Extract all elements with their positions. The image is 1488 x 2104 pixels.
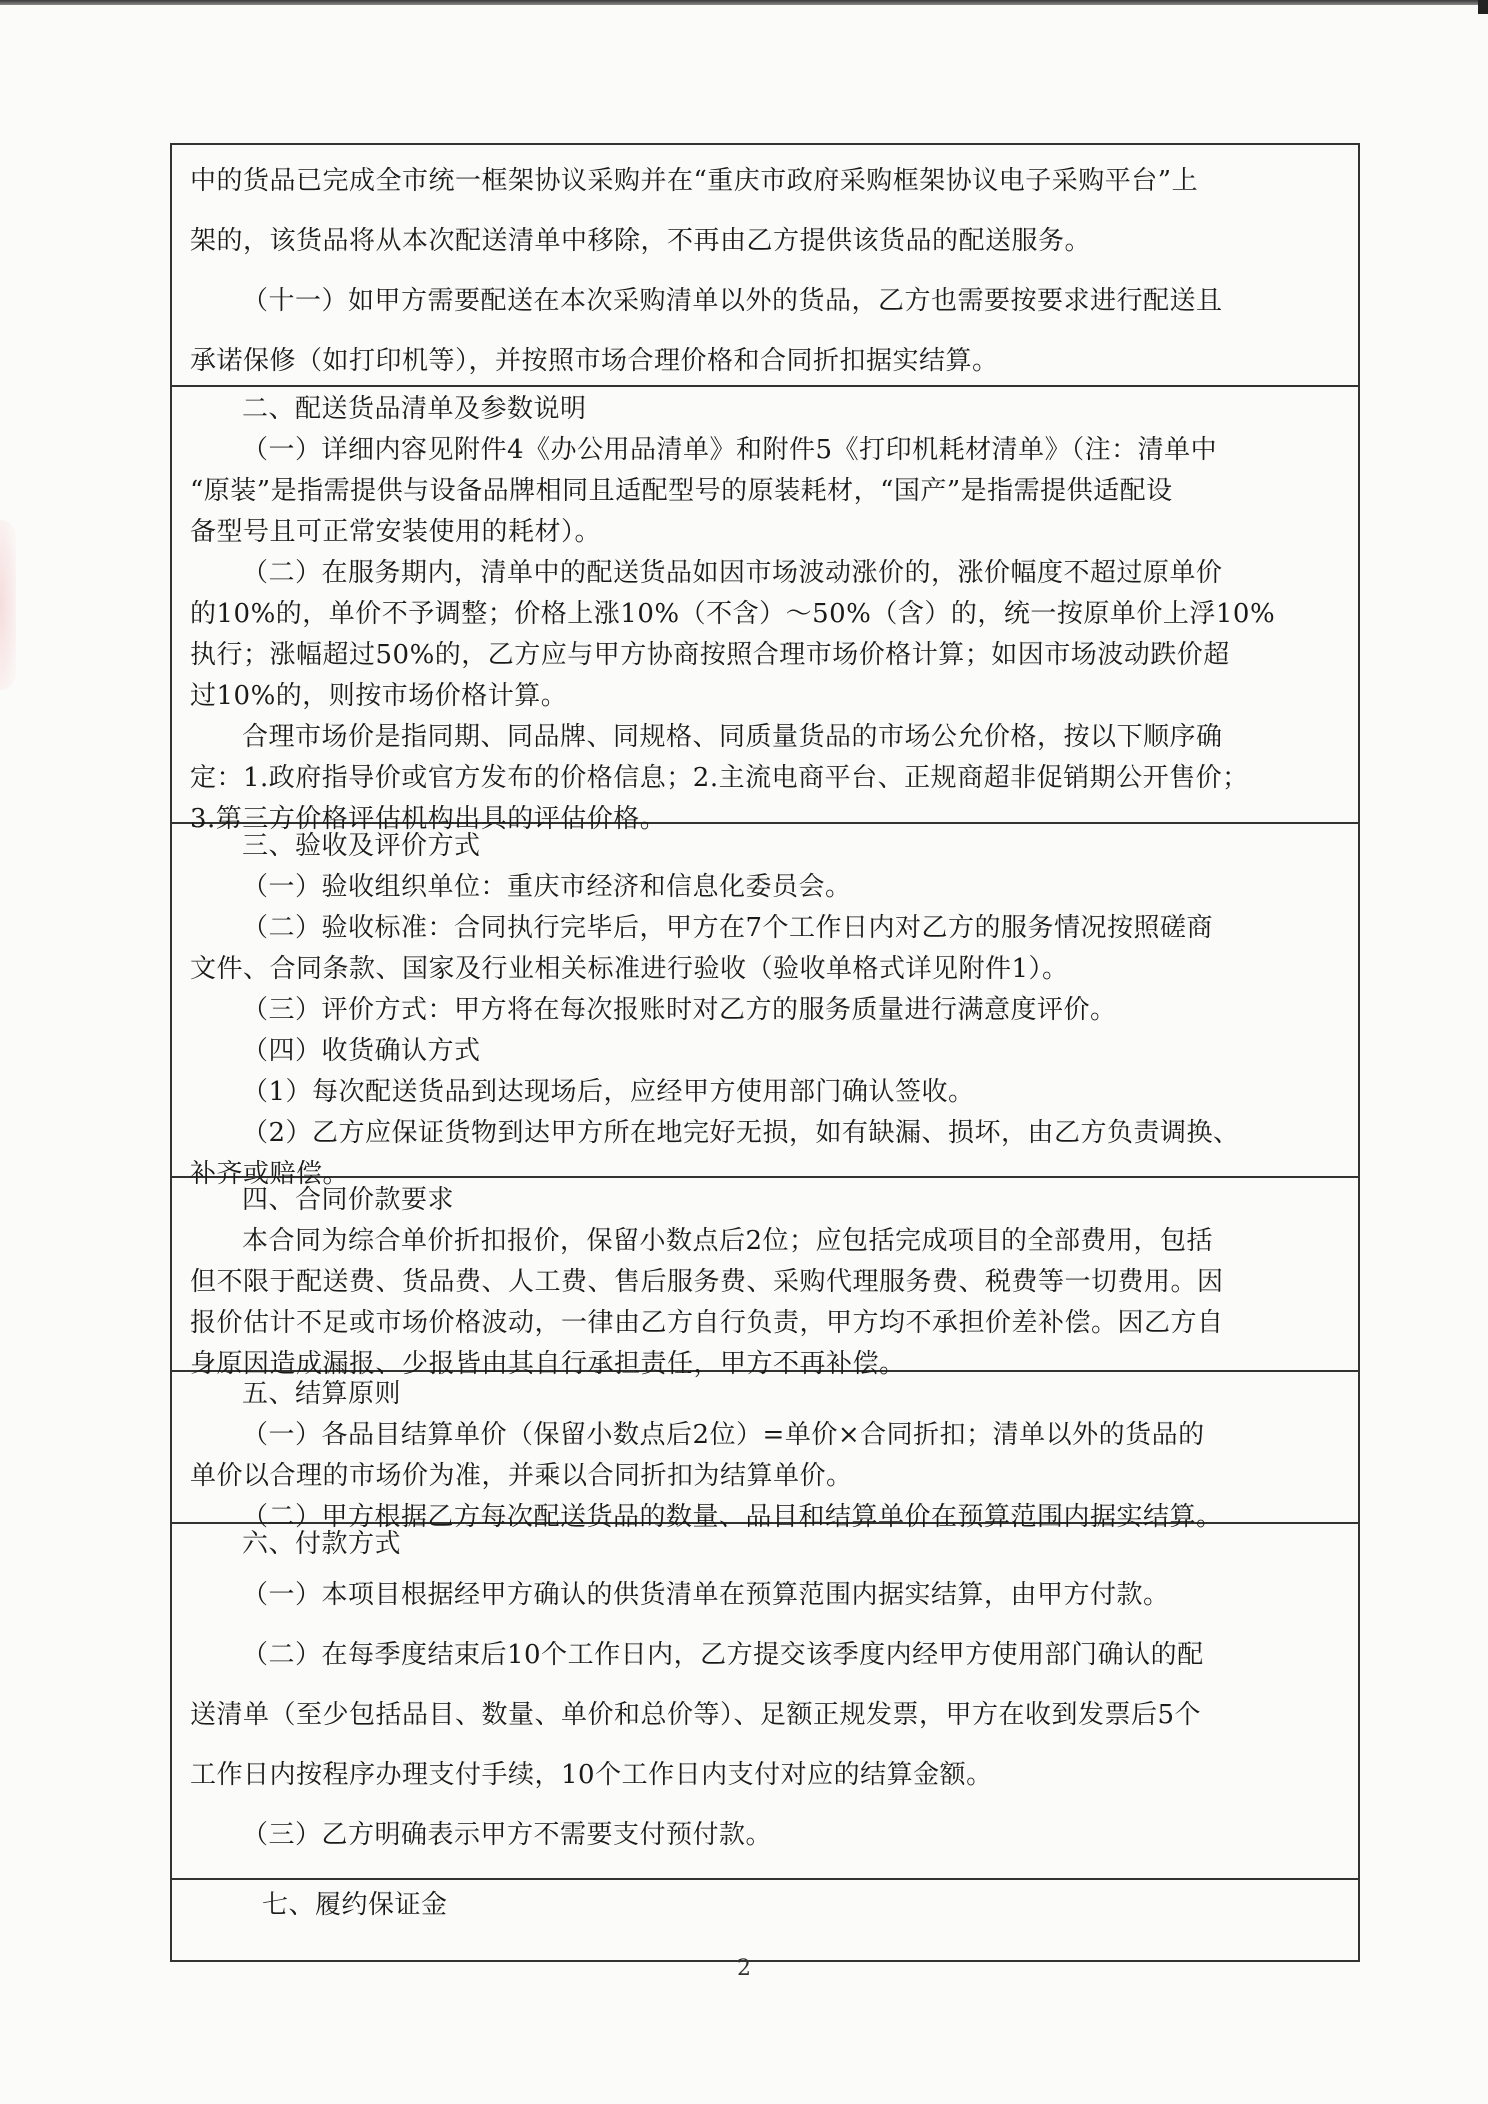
paragraph-line: 工作日内按程序办理支付手续，10个工作日内支付对应的结算金额。 — [190, 1760, 993, 1790]
contract-terms-table — [170, 143, 1360, 1962]
section-continuation — [172, 145, 1358, 387]
paragraph-line: 3.第三方价格评估机构出具的评估价格。 — [190, 804, 667, 834]
paragraph-line: 执行；涨幅超过50%的，乙方应与甲方协商按照合理市场价格计算；如因市场波动跌价超 — [190, 640, 1230, 670]
paragraph-line: 备型号且可正常安装使用的耗材）。 — [190, 517, 602, 547]
paragraph-line: 本合同为综合单价折扣报价，保留小数点后2位；应包括完成项目的全部费用，包括 — [242, 1226, 1214, 1256]
paragraph-line: 的10%的，单价不予调整；价格上涨10%（不含）～50%（含）的，统一按原单价上浮10% — [190, 599, 1276, 629]
paragraph-line: （一）验收组织单位：重庆市经济和信息化委员会。 — [242, 872, 852, 902]
section-heading: 五、结算原则 — [242, 1379, 402, 1409]
section-heading: 三、验收及评价方式 — [242, 831, 481, 861]
paragraph-line: （一）本项目根据经甲方确认的供货清单在预算范围内据实结算，由甲方付款。 — [242, 1580, 1170, 1610]
section-heading: 七、履约保证金 — [262, 1890, 448, 1920]
paragraph-line: （十一）如甲方需要配送在本次采购清单以外的货品，乙方也需要按要求进行配送且 — [242, 286, 1223, 316]
section-price-requirements — [172, 1178, 1358, 1379]
paragraph-line: （1）每次配送货品到达现场后，应经甲方使用部门确认签收。 — [242, 1077, 975, 1107]
paragraph-line: （2）乙方应保证货物到达甲方所在地完好无损，如有缺漏、损坏，由乙方负责调换、 — [242, 1118, 1240, 1148]
paragraph-line: 报价估计不足或市场价格波动，一律由乙方自行负责，甲方均不承担价差补偿。因乙方自 — [190, 1308, 1224, 1338]
section-heading: 二、配送货品清单及参数说明 — [242, 394, 587, 424]
paragraph-line: （三）评价方式：甲方将在每次报账时对乙方的服务质量进行满意度评价。 — [242, 995, 1117, 1025]
page-number: 2 — [737, 1956, 751, 1981]
section-settlement — [172, 1372, 1358, 1532]
section-acceptance — [172, 824, 1358, 1189]
section-heading: 六、付款方式 — [242, 1529, 402, 1559]
seal-stamp-fragment — [0, 520, 16, 690]
scan-edge — [0, 0, 1488, 5]
paragraph-line: 架的，该货品将从本次配送清单中移除，不再由乙方提供该货品的配送服务。 — [190, 226, 1092, 256]
paragraph-line: （一）详细内容见附件4《办公用品清单》和附件5《打印机耗材清单》（注：清单中 — [242, 435, 1218, 465]
section-delivery-list — [172, 387, 1358, 834]
paragraph-line: 定：1.政府指导价或官方发布的价格信息；2.主流电商平台、正规商超非促销期公开售价； — [190, 763, 1249, 793]
paragraph-line: 合理市场价是指同期、同品牌、同规格、同质量货品的市场公允价格，按以下顺序确 — [242, 722, 1223, 752]
paragraph-line: 身原因造成漏报、少报皆由其自行承担责任，甲方不再补偿。 — [190, 1349, 906, 1379]
paragraph-line: 但不限于配送费、货品费、人工费、售后服务费、采购代理服务费、税费等一切费用。因 — [190, 1267, 1224, 1297]
paragraph-line: （二）甲方根据乙方每次配送货品的数量、品目和结算单价在预算范围内据实结算。 — [242, 1502, 1223, 1532]
paragraph-line: （二）验收标准：合同执行完毕后，甲方在7个工作日内对乙方的服务情况按照磋商 — [242, 913, 1214, 943]
section-payment — [172, 1524, 1358, 1880]
paragraph-line: （一）各品目结算单价（保留小数点后2位）=单价×合同折扣；清单以外的货品的 — [242, 1420, 1205, 1450]
paragraph-line: 补齐或赔偿。 — [190, 1159, 350, 1189]
paragraph-line: 过10%的，则按市场价格计算。 — [190, 681, 568, 711]
paragraph-line: 承诺保修（如打印机等），并按照市场合理价格和合同折扣据实结算。 — [190, 346, 999, 376]
paragraph-line: （二）在服务期内，清单中的配送货品如因市场波动涨价的，涨价幅度不超过原单价 — [242, 558, 1223, 588]
section-heading: 四、合同价款要求 — [242, 1185, 455, 1215]
scan-corner-mark — [1478, 0, 1488, 14]
section-deposit — [172, 1880, 1358, 1960]
paragraph-line: 送清单（至少包括品目、数量、单价和总价等）、足额正规发票，甲方在收到发票后5个 — [190, 1700, 1202, 1730]
paragraph-line: （二）在每季度结束后10个工作日内，乙方提交该季度内经甲方使用部门确认的配 — [242, 1640, 1204, 1670]
paragraph-line: （三）乙方明确表示甲方不需要支付预付款。 — [242, 1820, 773, 1850]
paragraph-line: 单价以合理的市场价为准，并乘以合同折扣为结算单价。 — [190, 1461, 853, 1491]
paragraph-line: 文件、合同条款、国家及行业相关标准进行验收（验收单格式详见附件1）。 — [190, 954, 1069, 984]
paragraph-line: 中的货品已完成全市统一框架协议采购并在“重庆市政府采购框架协议电子采购平台”上 — [190, 166, 1199, 196]
paragraph-line: “原装”是指需提供与设备品牌相同且适配型号的原装耗材，“国产”是指需提供适配设 — [190, 476, 1173, 506]
paragraph-line: （四）收货确认方式 — [242, 1036, 481, 1066]
